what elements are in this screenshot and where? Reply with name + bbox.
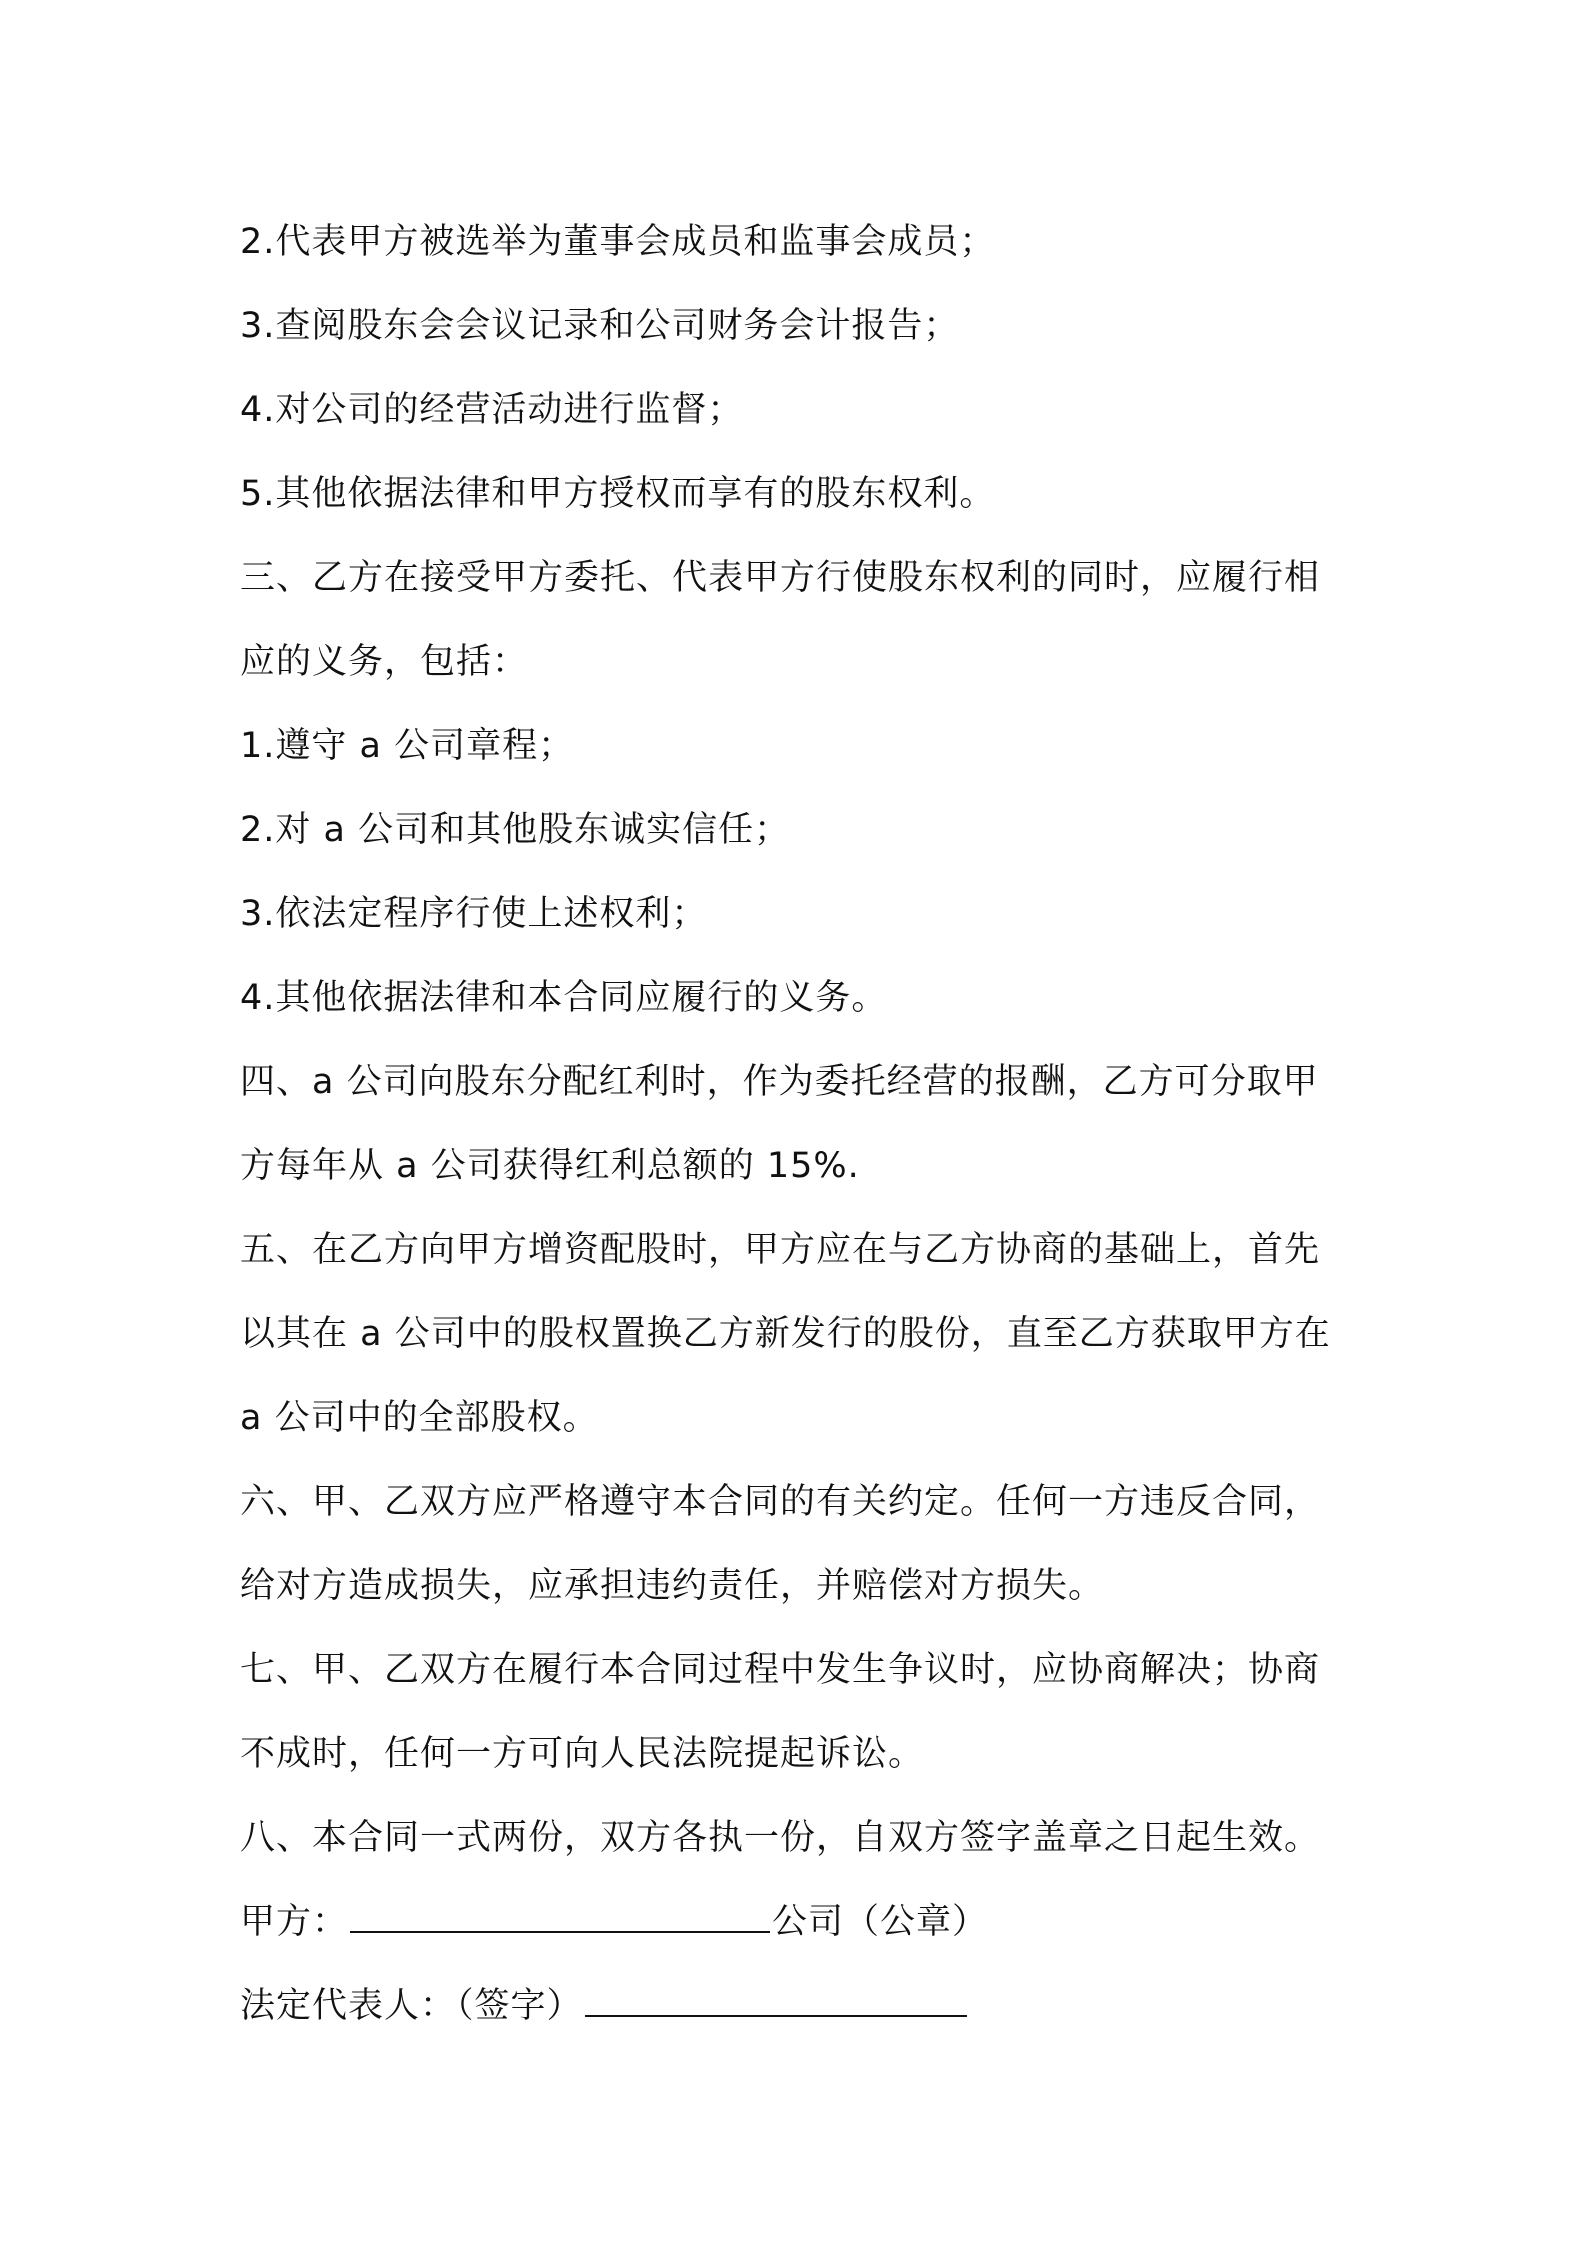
clause-line: 给对方造成损失，应承担违约责任，并赔偿对方损失。 — [240, 1566, 1105, 1606]
party-a-signature-row — [240, 1880, 1360, 1964]
clause-line: 三、乙方在接受甲方委托、代表甲方行使股东权利的同时，应履行相 — [240, 558, 1321, 598]
clause-line: 3.查阅股东会会议记录和公司财务会计报告； — [240, 306, 960, 346]
clause-line: 八、本合同一式两份，双方各执一份，自双方签字盖章之日起生效。 — [240, 1818, 1321, 1858]
clause-line: 5.其他依据法律和甲方授权而享有的股东权利。 — [240, 474, 996, 514]
clause-line: 4.其他依据法律和本合同应履行的义务。 — [240, 978, 888, 1018]
clause-line: 2.对 a 公司和其他股东诚实信任； — [240, 810, 791, 850]
clause-line: 应的义务，包括： — [240, 642, 529, 682]
party-a-blank — [350, 1901, 770, 1933]
clause-line: a 公司中的全部股权。 — [240, 1398, 599, 1438]
clause-line: 1.遵守 a 公司章程； — [240, 726, 575, 766]
clause-line: 2.代表甲方被选举为董事会成员和监事会成员； — [240, 222, 996, 262]
clause-line: 方每年从 a 公司获得红利总额的 15%. — [240, 1146, 860, 1186]
representative-label: 法定代表人：（签字） — [240, 1986, 583, 2026]
clause-line: 四、a 公司向股东分配红利时，作为委托经营的报酬，乙方可分取甲 — [240, 1062, 1319, 1102]
party-a-suffix: 公司（公章） — [772, 1902, 989, 1942]
clause-line: 以其在 a 公司中的股权置换乙方新发行的股份，直至乙方获取甲方在 — [240, 1314, 1331, 1354]
clause-line: 五、在乙方向甲方增资配股时，甲方应在与乙方协商的基础上，首先 — [240, 1230, 1321, 1270]
clause-line: 4.对公司的经营活动进行监督； — [240, 390, 744, 430]
clause-line: 六、甲、乙双方应严格遵守本合同的有关约定。任何一方违反合同， — [240, 1482, 1321, 1522]
party-a-label: 甲方： — [240, 1902, 349, 1942]
representative-signature-row — [240, 1964, 1360, 2048]
contract-body — [240, 200, 1360, 2048]
clause-line: 七、甲、乙双方在履行本合同过程中发生争议时，应协商解决；协商 — [240, 1650, 1321, 1690]
representative-blank — [585, 1985, 967, 2017]
clause-line: 3.依法定程序行使上述权利； — [240, 894, 708, 934]
clause-line: 不成时，任何一方可向人民法院提起诉讼。 — [240, 1734, 925, 1774]
